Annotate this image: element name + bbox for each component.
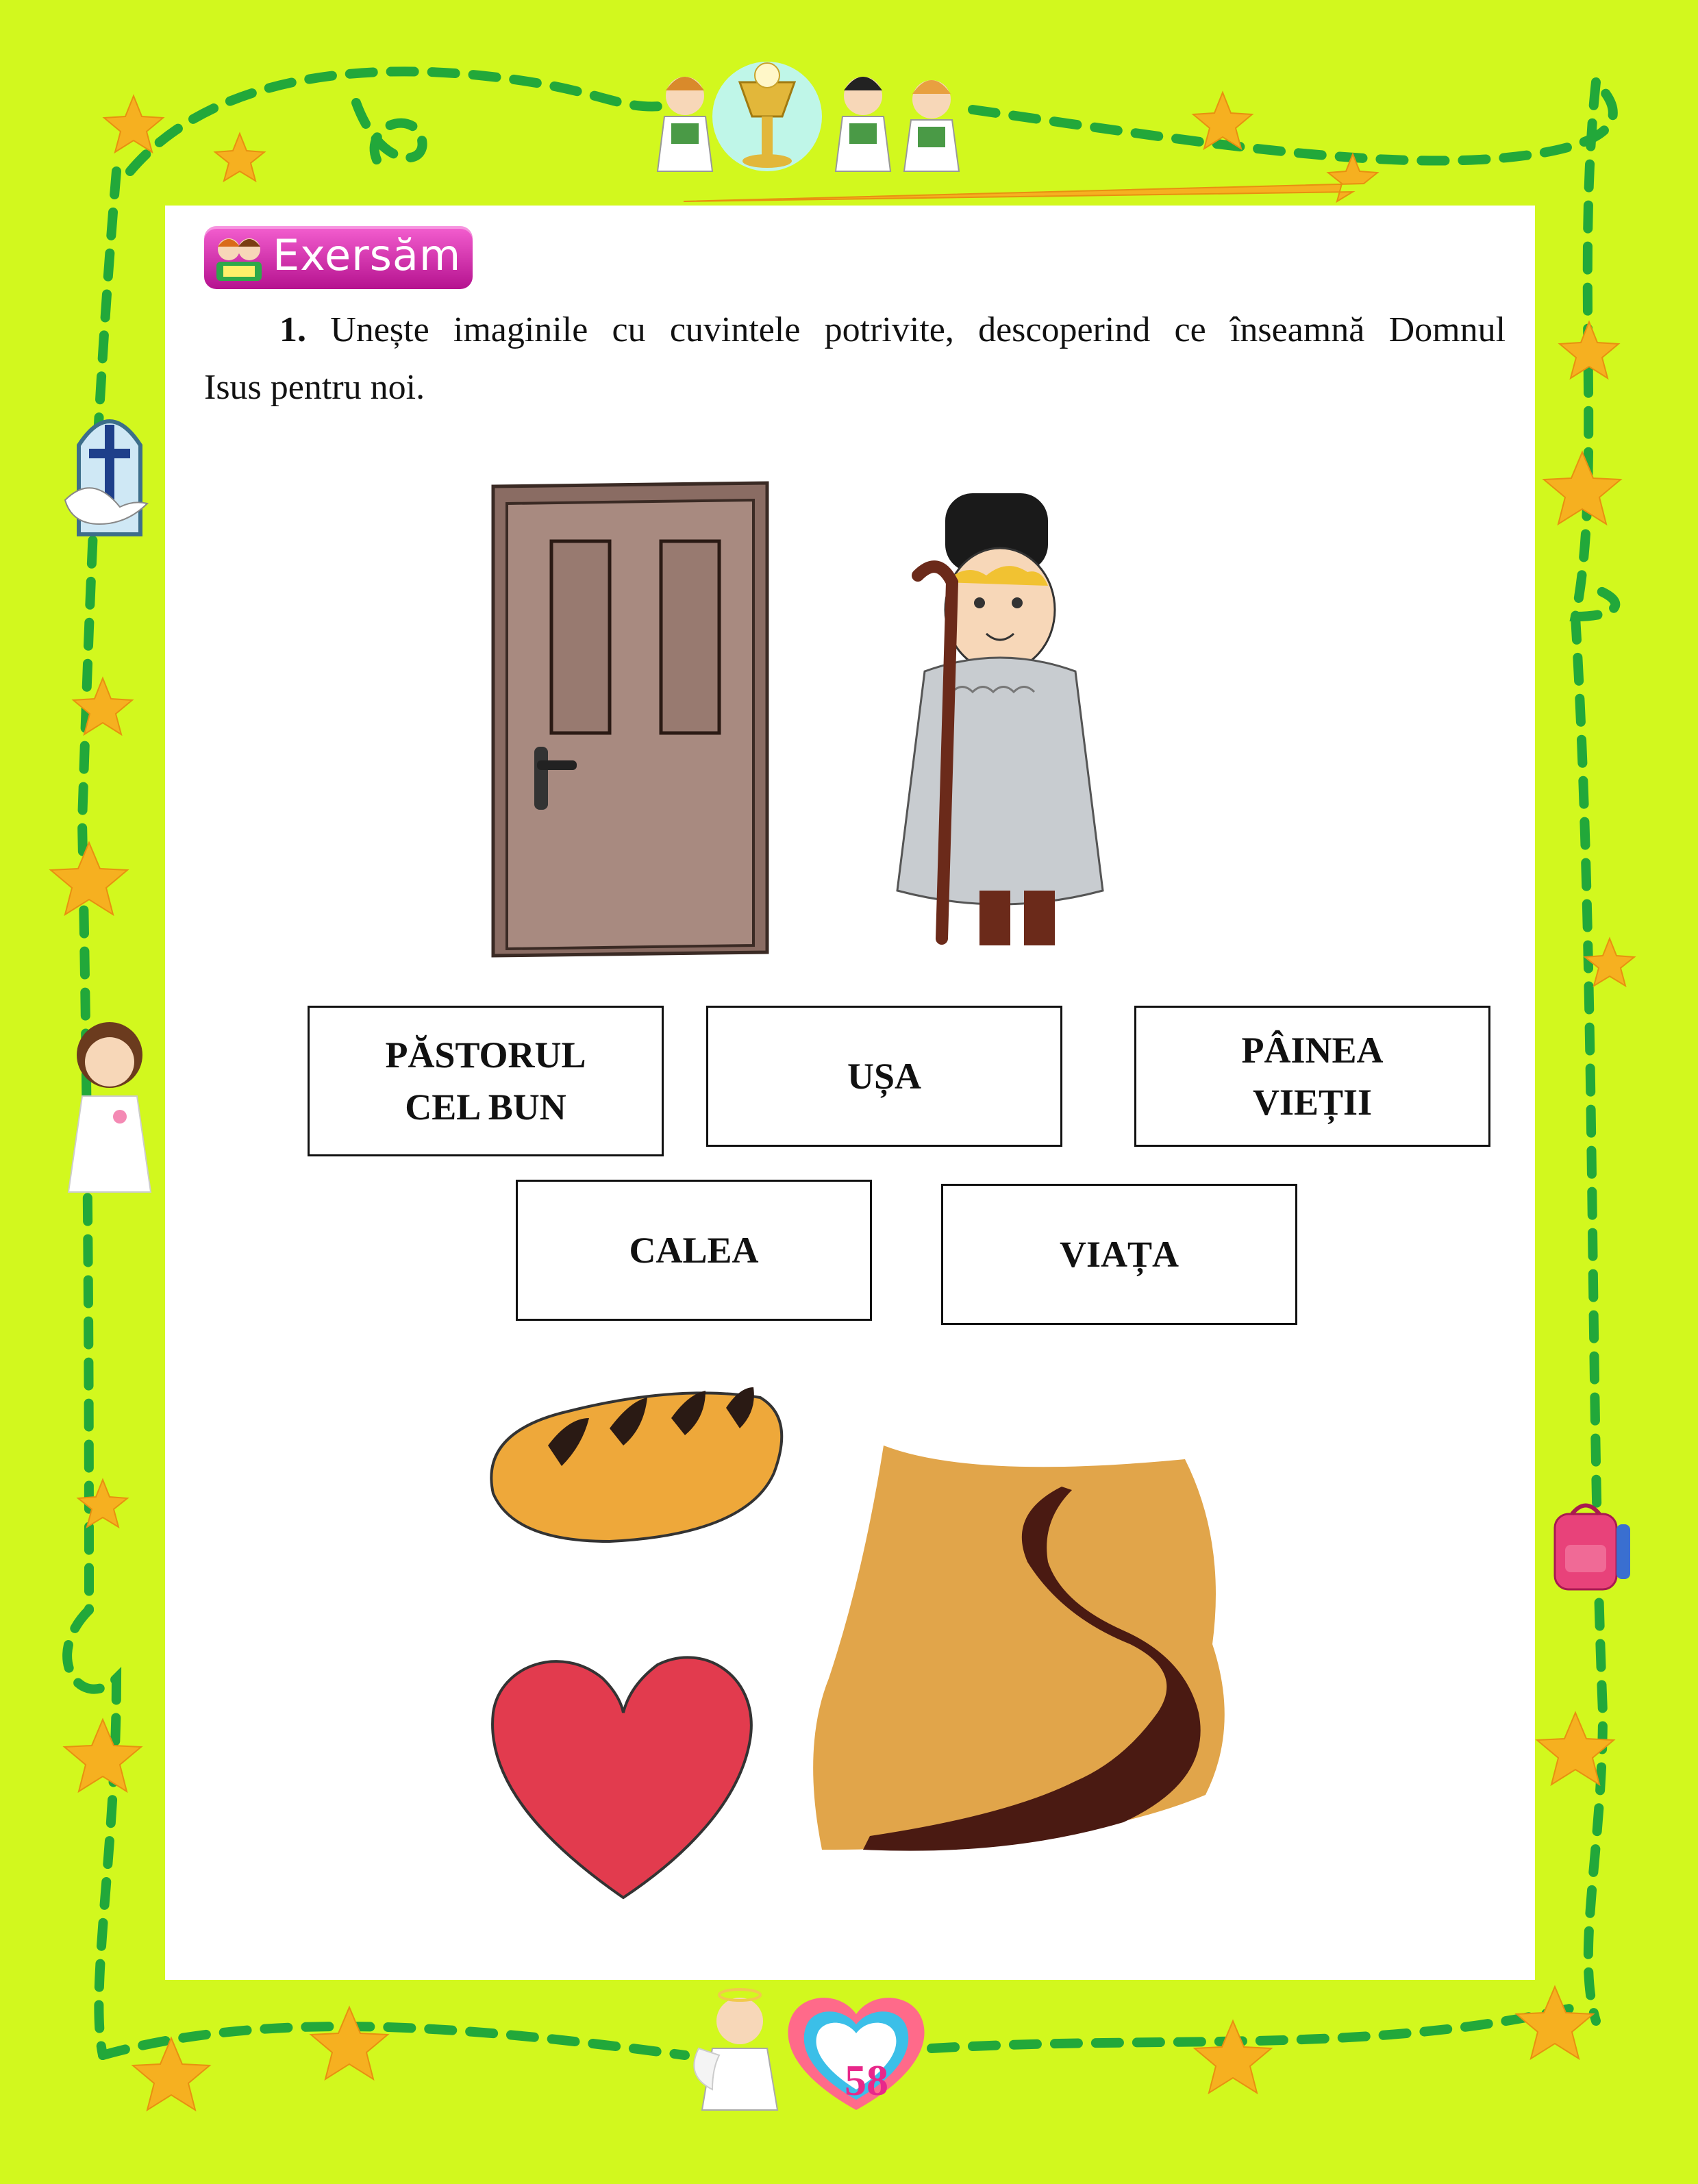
girl-decoration [58, 1014, 161, 1199]
word-box-calea[interactable]: CALEA [516, 1180, 872, 1321]
exercise-instruction [204, 301, 1506, 417]
word-box-painea-vietii[interactable]: PÂINEA VIEȚII [1134, 1006, 1490, 1147]
road-illustration [801, 1439, 1247, 1884]
door-illustration [466, 473, 822, 966]
page-number: 58 [845, 2056, 888, 2105]
church-window-dove-decoration [58, 397, 161, 541]
bread-illustration [473, 1377, 795, 1555]
heart-illustration [479, 1637, 767, 1911]
word-box-viata[interactable]: VIAȚA [941, 1184, 1297, 1325]
word-box-pastorul-cel-bun[interactable]: PĂSTORUL CEL BUN [308, 1006, 664, 1156]
instruction-line2: Isus pentru noi. [204, 368, 425, 407]
word-box-usa[interactable]: UȘA [706, 1006, 1062, 1147]
angels-chalice-decoration [637, 48, 993, 192]
shepherd-illustration [890, 493, 1164, 966]
angel-left-icon [658, 77, 712, 171]
exercise-number: 1. [279, 310, 306, 349]
header-title: Exersăm [273, 230, 462, 280]
kids-icon [210, 232, 269, 284]
backpack-decoration [1545, 1497, 1640, 1600]
instruction-line1: Unește imaginile cu cuvintele potrivite, descoperind ce înseamnă Domnul [330, 310, 1506, 349]
exercise-header-badge [204, 226, 473, 289]
